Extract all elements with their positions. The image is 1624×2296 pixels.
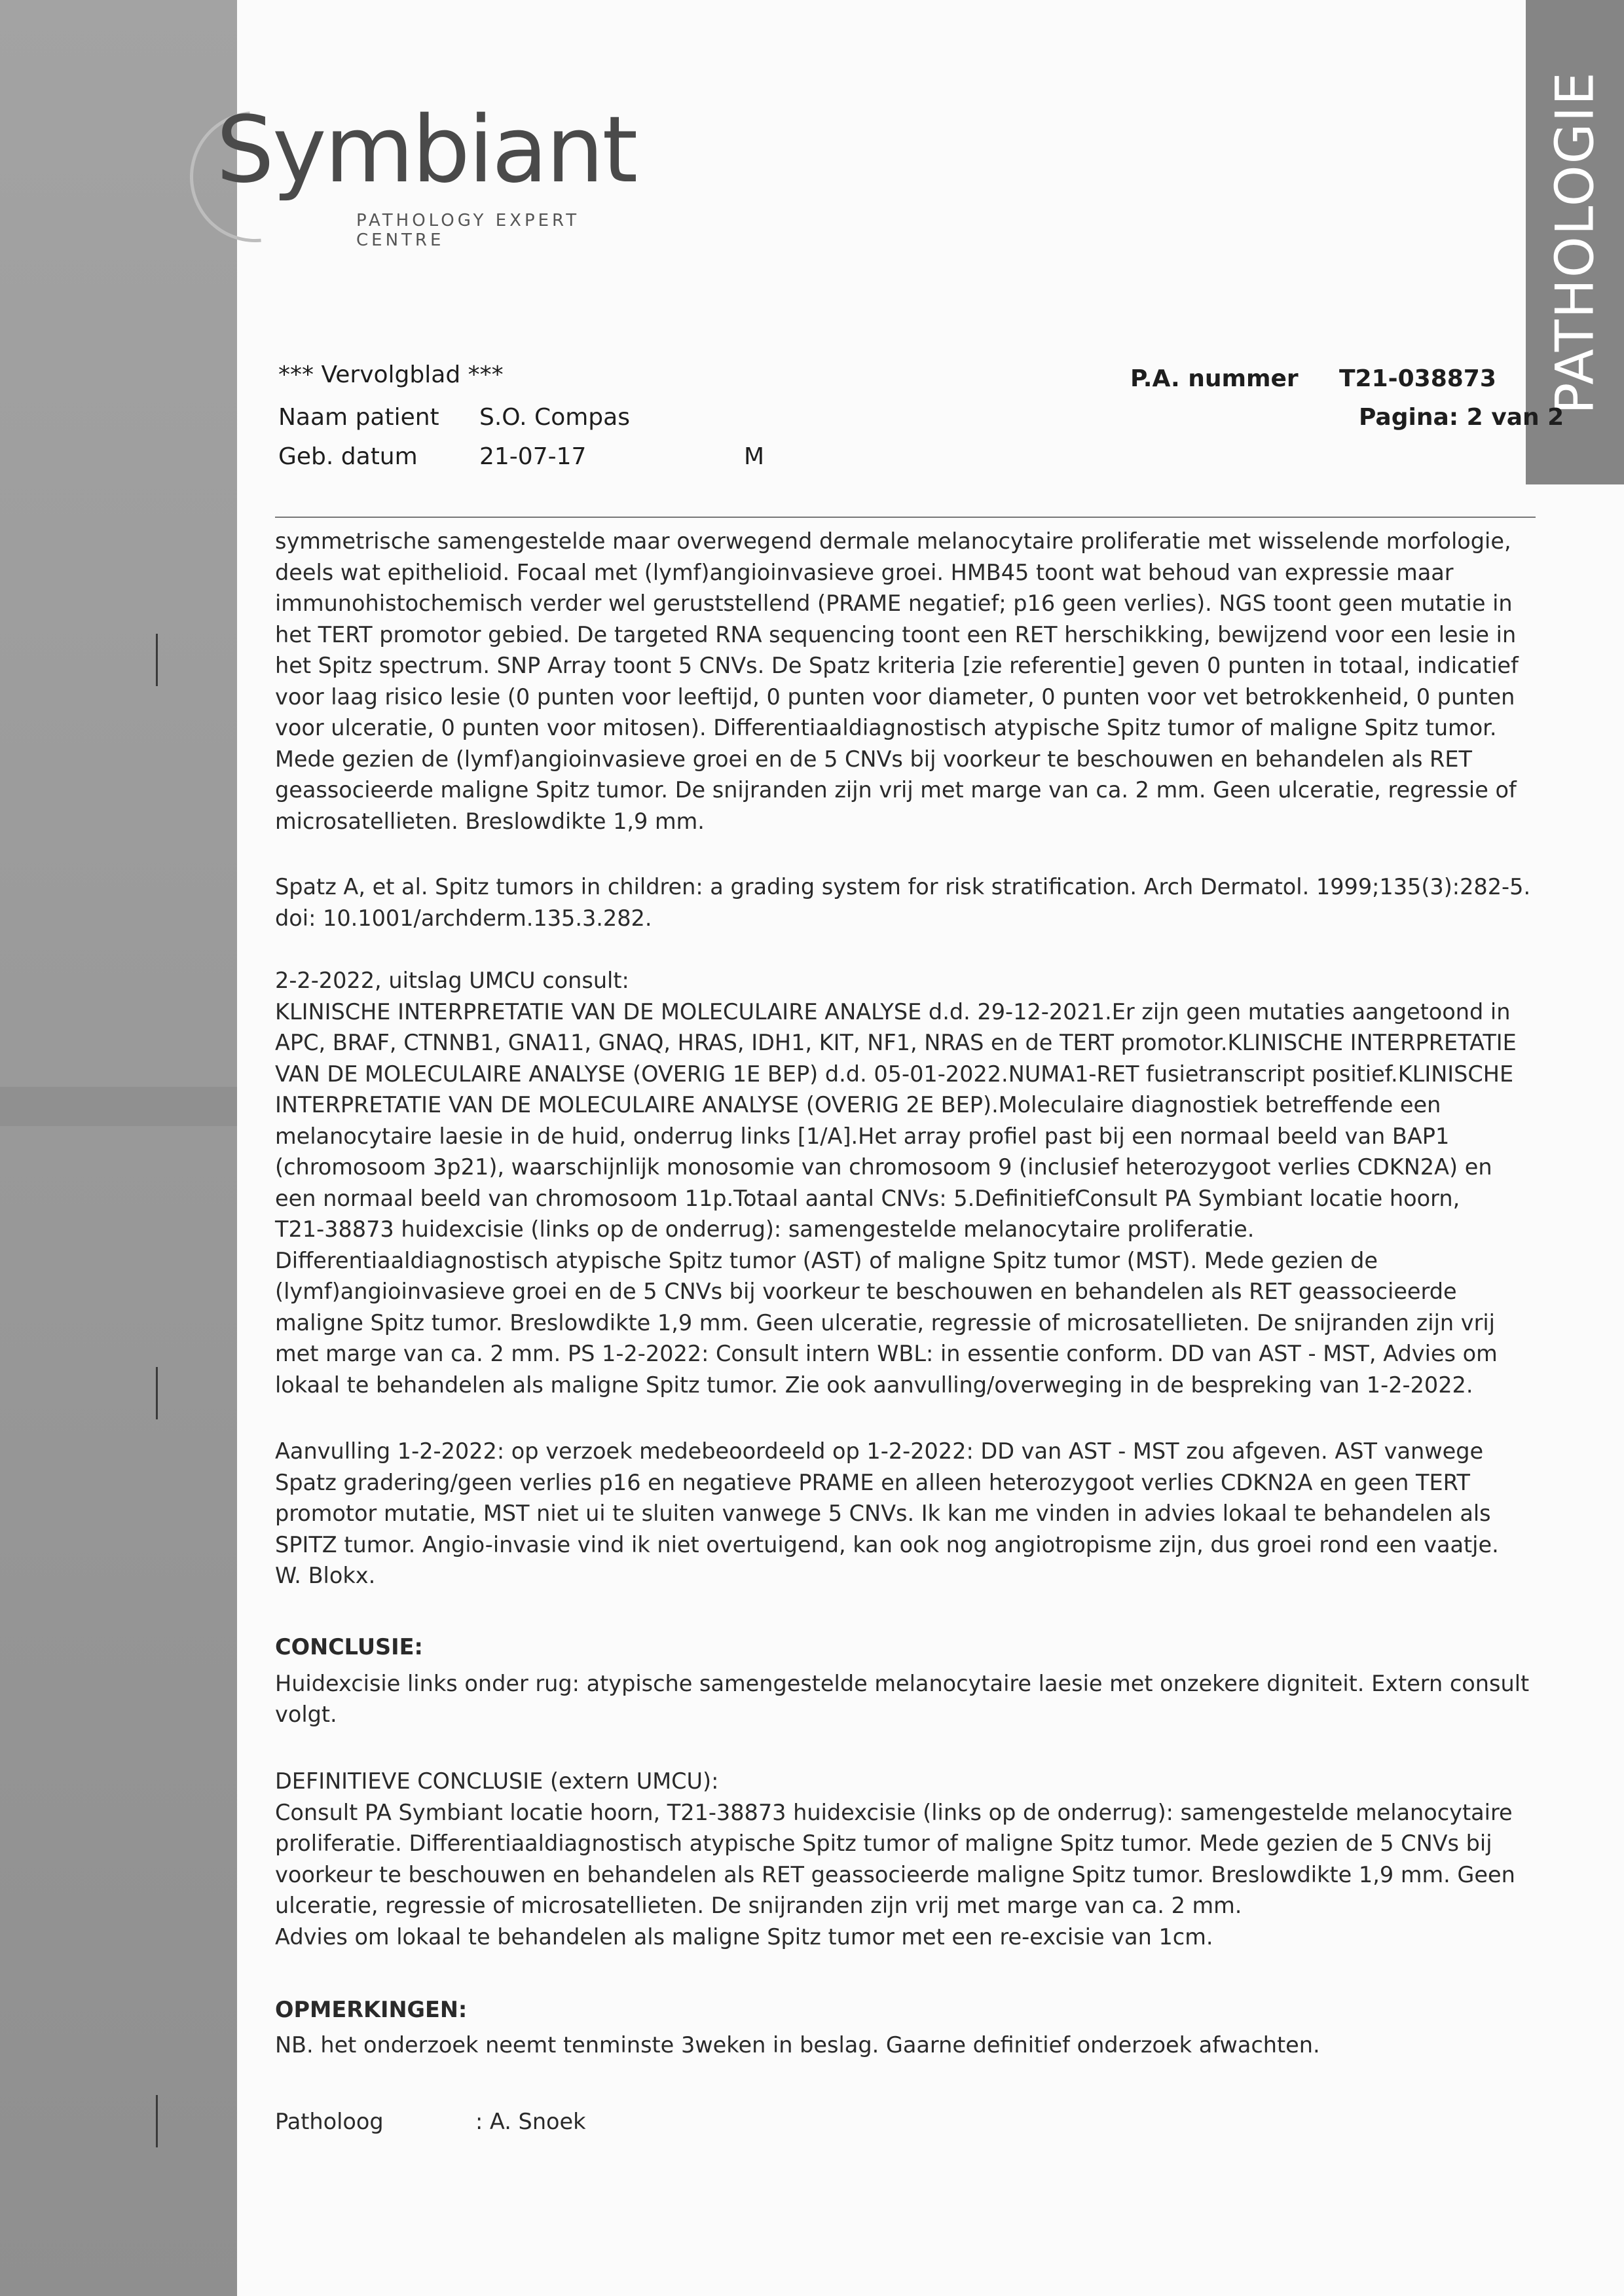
- text-line: SPITZ tumor. Angio-invasie vind ik niet overtuigend, kan ook nog angiotropisme zijn, dus groei rond een vaatje.: [275, 1531, 1499, 1558]
- patient-label: Naam patient: [278, 404, 439, 431]
- text-line: KLINISCHE INTERPRETATIE VAN DE MOLECULAIRE ANALYSE d.d. 29-12-2021.Er zijn geen mutaties aangetoond in: [275, 998, 1511, 1025]
- margin-tick: [156, 2095, 158, 2147]
- text-line: NB. het onderzoek neemt tenminste 3weken in beslag. Gaarne definitief onderzoek afwachten.: [275, 2032, 1320, 2058]
- text-line: deels wat epithelioid. Focaal met (lymf)angioinvasieve groei. HMB45 toont wat behoud van expressie maar: [275, 559, 1454, 585]
- dob-label: Geb. datum: [278, 443, 418, 470]
- symbiant-logo: [190, 97, 674, 250]
- page-number: Pagina: 2 van 2: [1359, 404, 1564, 431]
- sheet-label: *** Vervolgblad ***: [278, 361, 504, 388]
- text-line: Consult PA Symbiant locatie hoorn, T21-38873 huidexcisie (links op de onderrug): samengestelde melanocytaire: [275, 1799, 1513, 1825]
- text-line: het TERT promotor gebied. De targeted RNA sequencing toont een RET herschikking, bewijzend voor een lesie in: [275, 621, 1517, 647]
- side-tab-label: PATHOLOGIE: [1544, 70, 1606, 414]
- text-line: microsatellieten. Breslowdikte 1,9 mm.: [275, 808, 705, 834]
- conclusie-heading: CONCLUSIE:: [275, 1634, 423, 1660]
- logo-wordmark: Symbiant: [216, 97, 637, 204]
- patient-name: S.O. Compas: [479, 404, 630, 431]
- text-line: volgt.: [275, 1702, 337, 1727]
- text-line: Spatz A, et al. Spitz tumors in children: a grading system for risk stratification. Arch Dermatol. 1999;135(3):282-5.: [275, 874, 1531, 900]
- text-line: melanocytaire laesie in de huid, onderrug links [1/A].Het array profiel past bij een normaal beeld van BAP1: [275, 1123, 1450, 1149]
- text-line: T21-38873 huidexcisie (links op de onderrug): samengestelde melanocytaire proliferatie.: [275, 1216, 1255, 1242]
- text-line: Aanvulling 1-2-2022: op verzoek medebeoordeeld op 1-2-2022: DD van AST - MST zou afgeven. AST vanwege: [275, 1438, 1484, 1464]
- text-line: geassocieerde maligne Spitz tumor. De snijranden zijn vrij met marge van ca. 2 mm. Geen ulceratie, regressie of: [275, 777, 1517, 803]
- text-line: doi: 10.1001/archderm.135.3.282.: [275, 905, 652, 931]
- pa-number-label: P.A. nummer: [1130, 365, 1299, 392]
- text-line: met marge van ca. 2 mm. PS 1-2-2022: Consult intern WBL: in essentie conform. DD van AST - MST, Advies om: [275, 1341, 1498, 1366]
- text-line: immunohistochemisch verder wel geruststellend (PRAME negatief; p16 geen verlies). NGS toont geen mutatie in: [275, 591, 1513, 616]
- definitieve-conclusie-section: [275, 1766, 1539, 1952]
- text-line: INTERPRETATIE VAN DE MOLECULAIRE ANALYSE (OVERIG 2E BEP).Moleculaire diagnostiek betreffende een: [275, 1092, 1441, 1118]
- definitieve-heading: DEFINITIEVE CONCLUSIE (extern UMCU):: [275, 1768, 719, 1794]
- reference-paragraph: [275, 871, 1539, 934]
- text-line: (chromosoom 3p21), waarschijnlijk monosomie van chromosoom 9 (inclusief heterozygoot verlies CDKN2A) en: [275, 1154, 1492, 1180]
- text-line: Huidexcisie links onder rug: atypische samengestelde melanocytaire laesie met onzekere digniteit. Extern consult: [275, 1670, 1530, 1696]
- text-line: APC, BRAF, CTNNB1, GNA11, GNAQ, HRAS, IDH1, KIT, NF1, NRAS en de TERT promotor.KLINISCHE INTERPRETATIE: [275, 1030, 1517, 1055]
- text-line: proliferatie. Differentiaaldiagnostisch atypische Spitz tumor of maligne Spitz tumor. Mede gezien de 5 CNVs bij: [275, 1831, 1492, 1856]
- logo-subtitle: PATHOLOGY EXPERT CENTRE: [356, 211, 580, 250]
- text-line: maligne Spitz tumor. Breslowdikte 1,9 mm. Geen ulceratie, regressie of microsatellieten. De snijranden zijn vrij: [275, 1309, 1495, 1336]
- text-line: Differentiaaldiagnostisch atypische Spitz tumor (AST) of maligne Spitz tumor (MST). Mede gezien de: [275, 1247, 1378, 1273]
- aanvulling-paragraph: [275, 1436, 1539, 1592]
- text-line: voor ulceratie, 0 punten voor mitosen). Differentiaaldiagnostisch atypische Spitz tumor of maligne Spitz tumor.: [275, 715, 1497, 740]
- paper-fold: [0, 1087, 237, 1126]
- text-line: voorkeur te beschouwen en behandelen als RET geassocieerde maligne Spitz tumor. Breslowdikte 1,9 mm. Geen: [275, 1861, 1515, 1887]
- margin-tick: [156, 634, 158, 686]
- text-line: Advies om lokaal te behandelen als maligne Spitz tumor met een re-excisie van 1cm.: [275, 1923, 1213, 1950]
- text-line: voor laag risico lesie (0 punten voor leeftijd, 0 punten voor diameter, 0 punten voor vet betrokkenheid, 0 punten: [275, 683, 1515, 710]
- opmerkingen-heading: OPMERKINGEN:: [275, 1997, 468, 2022]
- text-line: (lymf)angioinvasieve groei en de 5 CNVs bij voorkeur te beschouwen en behandelen als RET geassocieerde: [275, 1279, 1457, 1304]
- text-line: het Spitz spectrum. SNP Array toont 5 CNVs. De Spatz kriteria [zie referentie] geven 0 punten in totaal, indicatief: [275, 653, 1519, 678]
- patholoog-row: [275, 2106, 1539, 2138]
- left-margin-band: [0, 0, 237, 2296]
- text-line: 2-2-2022, uitslag UMCU consult:: [275, 968, 629, 993]
- opmerkingen-section: [275, 1994, 1539, 2060]
- patholoog-label: Patholoog: [275, 2109, 384, 2134]
- dob-value: 21-07-17: [479, 443, 587, 470]
- umcu-paragraph: [275, 965, 1539, 1400]
- text-line: een normaal beeld van chromosoom 11p.Totaal aantal CNVs: 5.DefinitiefConsult PA Symbiant locatie hoorn,: [275, 1185, 1460, 1211]
- intro-paragraph: [275, 526, 1539, 837]
- text-line: Spatz gradering/geen verlies p16 en negatieve PRAME en alleen heterozygoot verlies CDKN2A en geen TERT: [275, 1469, 1470, 1495]
- patholoog-name: : A. Snoek: [475, 2109, 586, 2134]
- pa-number-value: T21-038873: [1339, 365, 1496, 392]
- sex-value: M: [744, 443, 765, 470]
- text-line: Mede gezien de (lymf)angioinvasieve groei en de 5 CNVs bij voorkeur te beschouwen en behandelen als RET: [275, 746, 1472, 772]
- text-line: symmetrische samengestelde maar overwegend dermale melanocytaire proliferatie met wisselende morfologie,: [275, 528, 1511, 554]
- conclusie-section: [275, 1631, 1539, 1730]
- text-line: promotor mutatie, MST niet ui te sluiten vanwege 5 CNVs. Ik kan me vinden in advies lokaal te behandelen als: [275, 1501, 1491, 1526]
- text-line: W. Blokx.: [275, 1563, 376, 1588]
- header-divider: [275, 517, 1536, 518]
- text-line: ulceratie, regressie of microsatellieten. De snijranden zijn vrij met marge van ca. 2 mm.: [275, 1893, 1242, 1918]
- text-line: VAN DE MOLECULAIRE ANALYSE (OVERIG 1E BEP) d.d. 05-01-2022.NUMA1-RET fusietranscript positief.KLINISCHE: [275, 1061, 1514, 1087]
- margin-tick: [156, 1367, 158, 1419]
- text-line: lokaal te behandelen als maligne Spitz tumor. Zie ook aanvulling/overweging in de bespreking van 1-2-2022.: [275, 1372, 1473, 1398]
